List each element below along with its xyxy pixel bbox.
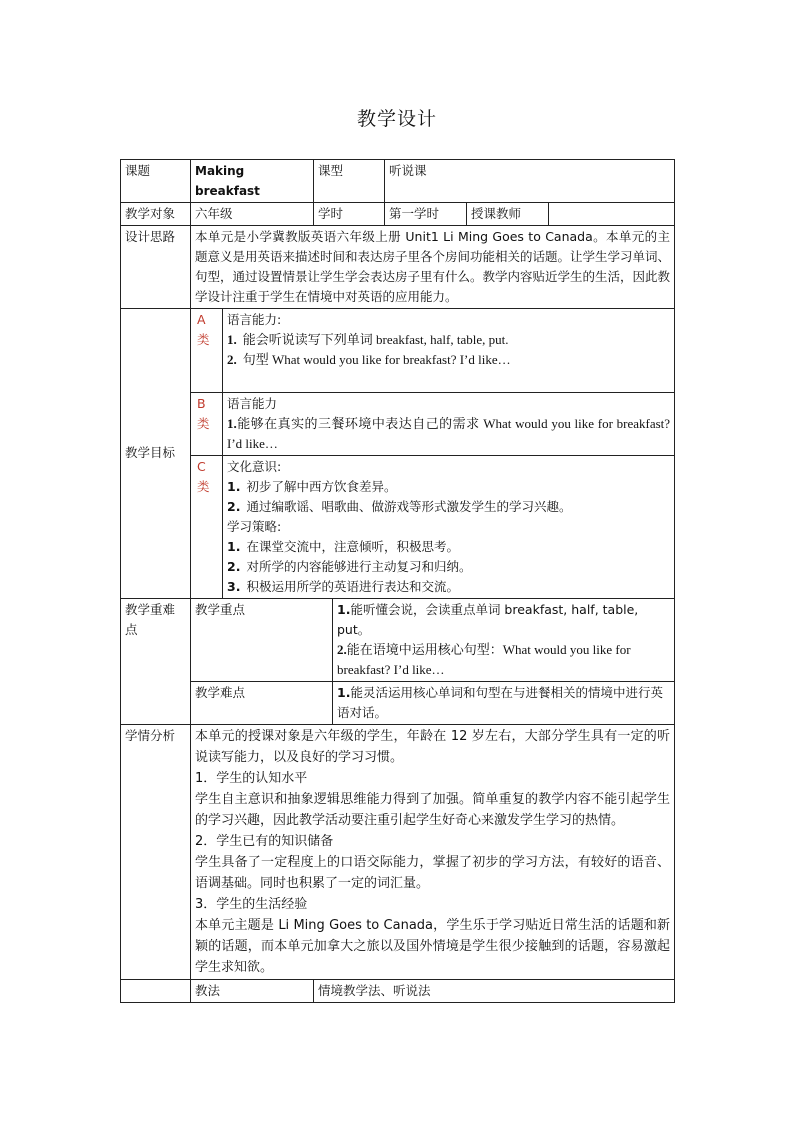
strategy-item-1: 在课堂交流中，注意倾听，积极思考。 <box>246 539 459 554</box>
category-c-tag <box>191 456 223 599</box>
label-audience: 教学对象 <box>121 203 191 226</box>
table-row <box>121 725 675 980</box>
category-a-tag <box>191 309 223 393</box>
category-b-tag <box>191 393 223 456</box>
table-row <box>121 456 675 599</box>
label-difficulty: 教学难点 <box>191 682 333 725</box>
objective-b-item-1: 能够在真实的三餐环境中表达自己的需求 What would you like for breakfast? I’d like… <box>227 416 671 451</box>
objective-a-item-2: 句型 What would you like for breakfast? I’d like… <box>242 352 511 367</box>
culture-item-2: 通过编歌谣、唱歌曲、做游戏等形式激发学生的学习兴趣。 <box>246 499 572 514</box>
lesson-type-value: 听说课 <box>385 160 675 203</box>
focus-content <box>333 599 675 682</box>
category-c-content <box>223 456 675 599</box>
label-analysis: 学情分析 <box>121 725 191 980</box>
analysis-intro: 本单元的授课对象是六年级的学生，年龄在 12 岁左右，大部分学生具有一定的听说读写能力，以及良好的学习习惯。 <box>195 729 671 765</box>
item-number: 1. <box>227 416 237 431</box>
item-number: 1. <box>227 539 241 554</box>
category-c-suffix: 类 <box>197 479 210 494</box>
label-topic: 课题 <box>121 160 191 203</box>
analysis-content <box>191 725 675 980</box>
label-period: 学时 <box>314 203 385 226</box>
category-b-suffix: 类 <box>197 416 210 431</box>
strategy-heading: 学习策略: <box>227 519 282 534</box>
category-a-suffix: 类 <box>197 332 210 347</box>
label-objectives: 教学目标 <box>121 309 191 599</box>
objective-a-item-1: 能会听说读写下列单词 breakfast, half, table, put. <box>242 332 509 347</box>
period-value: 第一学时 <box>385 203 467 226</box>
category-b-heading: 语言能力 <box>227 396 278 411</box>
document-title: 教学设计 <box>356 108 437 130</box>
item-number: 2. <box>227 352 237 367</box>
label-method: 教法 <box>191 980 314 1003</box>
label-design: 设计思路 <box>121 226 191 309</box>
analysis-heading-2: 2．学生已有的知识储备 <box>195 834 334 849</box>
table-row <box>121 393 675 456</box>
analysis-heading-1: 1．学生的认知水平 <box>195 771 308 786</box>
lesson-plan-table <box>120 159 675 1003</box>
category-a-letter: A <box>197 312 206 327</box>
culture-item-1: 初步了解中西方饮食差异。 <box>246 479 397 494</box>
table-row <box>121 682 675 725</box>
item-number: 2. <box>227 559 241 574</box>
analysis-paragraph-2: 学生具备了一定程度上的口语交际能力，掌握了初步的学习方法，有较好的语音、语调基础。同时也积累了一定的词汇量。 <box>195 855 671 891</box>
teacher-value <box>549 203 675 226</box>
table-row <box>121 980 675 1003</box>
empty-cell <box>121 980 191 1003</box>
culture-heading: 文化意识: <box>227 459 282 474</box>
analysis-heading-3: 3．学生的生活经验 <box>195 897 308 912</box>
category-b-letter: B <box>197 396 206 411</box>
category-a-content <box>223 309 675 393</box>
focus-item-2: 能在语境中运用核心句型：What would you like for breakfast? I’d like… <box>337 642 631 677</box>
category-c-letter: C <box>197 459 206 474</box>
difficulty-content <box>333 682 675 725</box>
table-row <box>121 203 675 226</box>
category-b-content <box>223 393 675 456</box>
strategy-item-2: 对所学的内容能够进行主动复习和归纳。 <box>246 559 472 574</box>
item-number: 1. <box>337 602 351 617</box>
item-number: 1. <box>227 332 237 347</box>
strategy-item-3: 积极运用所学的英语进行表达和交流。 <box>246 579 459 594</box>
analysis-paragraph-3: 本单元主题是 Li Ming Goes to Canada，学生乐于学习贴近日常生活的话题和新颖的话题，而本单元加拿大之旅以及国外情境是学生很少接触到的话题，容易激起学生求知欲。 <box>195 918 671 975</box>
table-row <box>121 599 675 682</box>
focus-item-1: 能听懂会说，会读重点单词 breakfast, half, table, put。 <box>337 602 639 637</box>
item-number: 1. <box>227 479 241 494</box>
item-number: 2. <box>337 642 347 657</box>
design-text: 本单元是小学冀教版英语六年级上册 Unit1 Li Ming Goes to Canada。本单元的主题意义是用英语来描述时间和表达房子里各个房间功能相关的话题。让学生学习单词、句型，通过设置情景让学生学会表达房子里有什么。教学内容贴近学生的生活，因此教学设计注重于学生在情境中对英语的应用能力。 <box>191 226 675 309</box>
analysis-paragraph-1: 学生自主意识和抽象逻辑思维能力得到了加强。简单重复的教学内容不能引起学生的学习兴趣，因此教学活动要注重引起学生好奇心来激发学生学习的热情。 <box>195 792 671 828</box>
audience-value: 六年级 <box>191 203 314 226</box>
item-number: 2. <box>227 499 241 514</box>
label-focus: 教学重点 <box>191 599 333 682</box>
difficulty-text: 能灵活运用核心单词和句型在与进餐相关的情境中进行英语对话。 <box>337 685 663 720</box>
label-teacher: 授课教师 <box>467 203 549 226</box>
topic-value: Making breakfast <box>191 160 314 203</box>
item-number: 3. <box>227 579 241 594</box>
method-value: 情境教学法、听说法 <box>314 980 675 1003</box>
label-lesson-type: 课型 <box>314 160 385 203</box>
table-row <box>121 226 675 309</box>
table-row <box>121 309 675 393</box>
label-key-points: 教学重难点 <box>121 599 191 725</box>
table-row <box>121 160 675 203</box>
item-number: 1. <box>337 685 351 700</box>
category-a-heading: 语言能力: <box>227 312 282 327</box>
